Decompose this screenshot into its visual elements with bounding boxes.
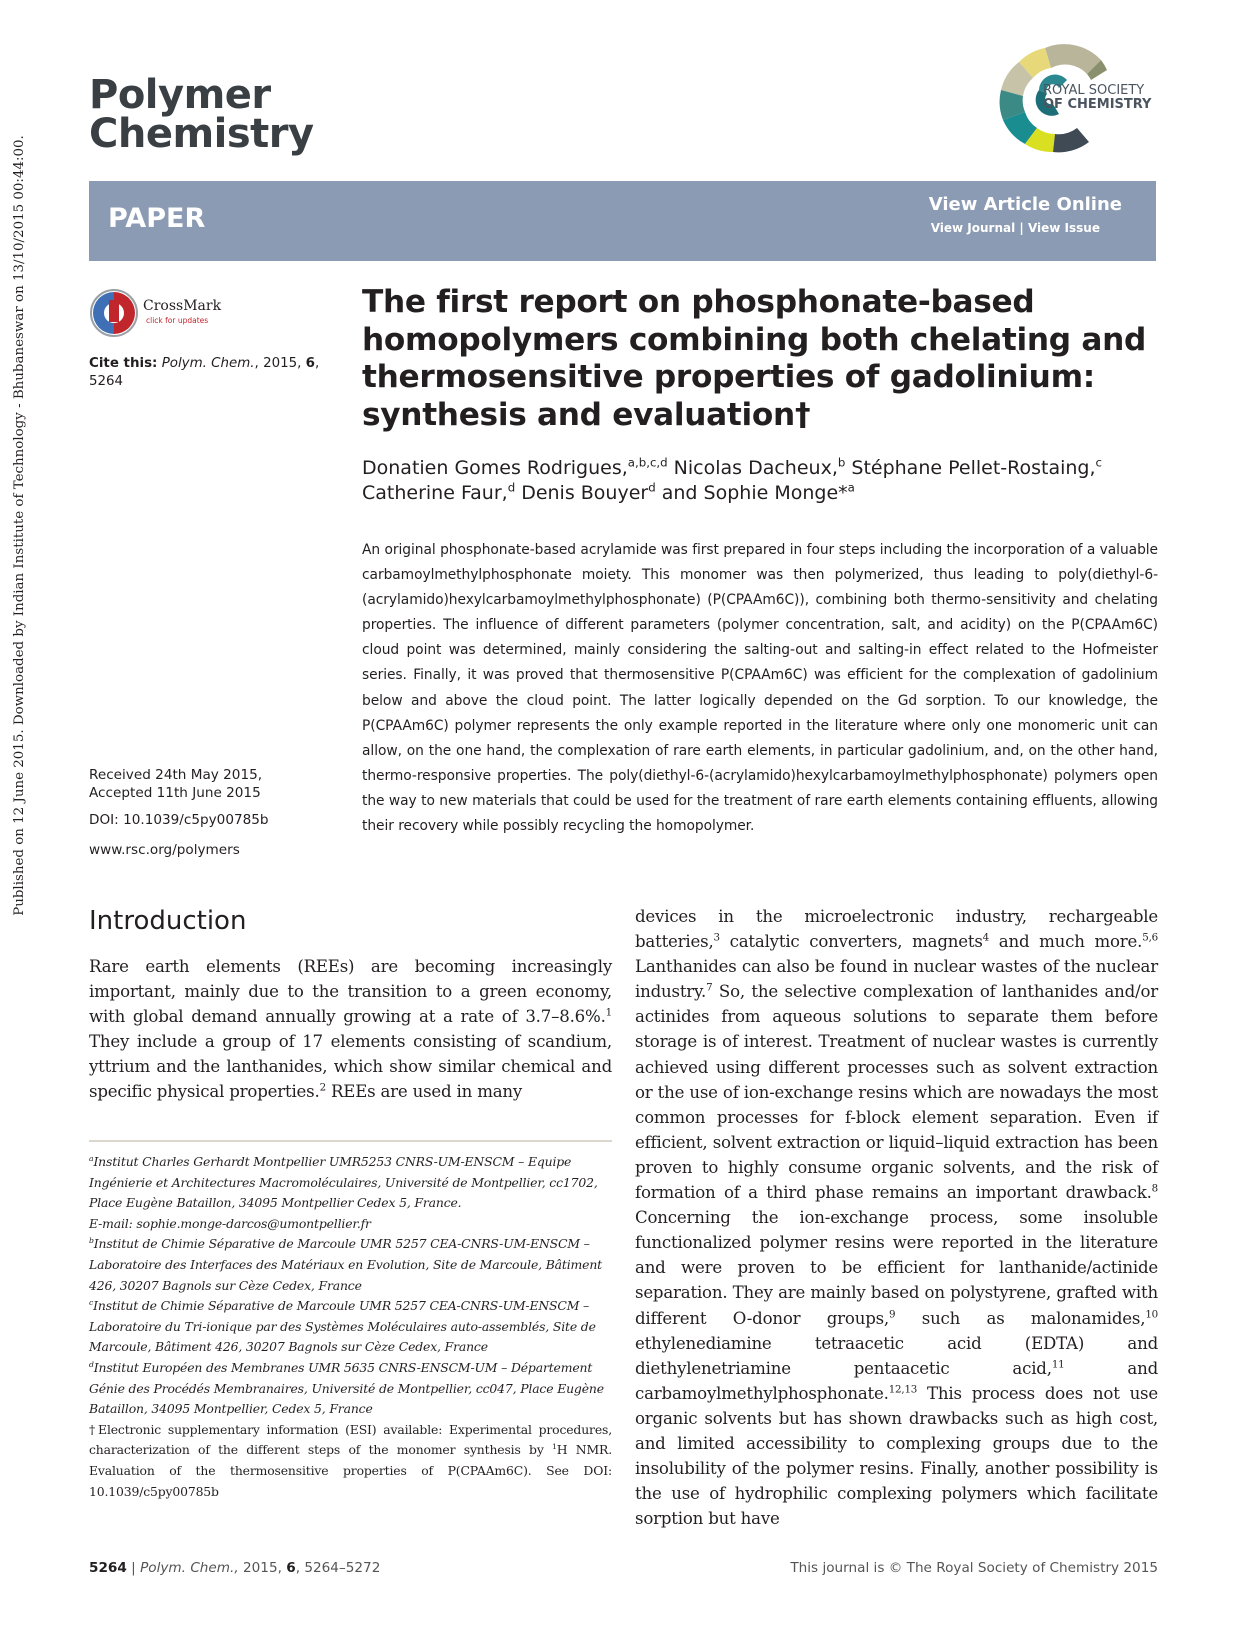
intro-right-text-7: such as malonamides, [895,1308,1146,1328]
ref-1[interactable]: 1 [605,1006,612,1019]
received-dates [89,766,329,802]
intro-right-text-10: This process does not use organic solvents but has shown drawbacks such as high cost, and limited accessibility to complexing groups due to the insolubility of the polymer resins. Finally, another possibility is the use of hydrophilic complexing polymers which facilitate sorption but have [635,1383,1158,1529]
article-doi[interactable]: DOI: 10.1039/c5py00785b [89,812,269,828]
footnote-a-email[interactable]: E-mail: sophie.monge-darcos@umontpellier.fr [89,1215,371,1231]
footer-journal: Polym. Chem., [140,1560,239,1576]
intro-right-text-2: catalytic converters, magnets [719,932,983,952]
introduction-heading: Introduction [89,906,247,936]
footnote-d-line-2: Génie des Procédés Membranaires, Université de Montpellier, cc047, Place Eugène [89,1380,604,1396]
ref-4[interactable]: 4 [982,931,990,944]
cite-this: Cite this: Polym. Chem., 2015, 6, 5264 [89,356,320,389]
footnote-d-line-1 [89,1358,612,1379]
ref-10[interactable]: 10 [1145,1307,1158,1320]
title-line-3: thermosensitive properties of gadolinium: [362,359,1095,395]
section-label: PAPER [108,203,206,234]
author-2-affiliation: b [837,455,846,470]
footnote-c-text-1: Institut de Chimie Séparative de Marcoule UMR 5257 CEA-CNRS-UM-ENSCM – [93,1298,590,1314]
article-banner [89,181,1156,261]
article-title [362,284,1152,434]
download-notice [6,30,32,1020]
footnote-b-line-2: Laboratoire des Interfaces des Matériaux en Evolution, Site de Marcoule, Bâtiment [89,1256,602,1272]
esi-text-1: †Electronic supplementary information (ESI) available: Experimental procedures, characterization of the different steps of the monomer synthesis by [89,1421,612,1458]
title-line-4: synthesis and evaluation† [362,396,811,433]
footnote-d-line-3: Bataillon, 34095 Montpellier, Cedex 5, France [89,1401,373,1417]
author-1: Donatien Gomes Rodrigues, [362,457,628,479]
ref-3[interactable]: 3 [713,931,720,944]
intro-right-text-9: and carbamoylmethylphosphonate. [635,1358,1158,1403]
introduction-left-column [89,954,612,1105]
footer-volume: 6 [286,1560,296,1576]
footer-pages: , 5264–5272 [295,1560,381,1576]
rsc-logo-text [1043,84,1151,112]
author-3: Stéphane Pellet-Rostaing, [845,457,1096,479]
journal-website-link[interactable]: www.rsc.org/polymers [89,842,240,858]
footnote-b-line-3: 426, 30207 Bagnols sur Cèze Cedex, France [89,1277,362,1293]
journal-title [89,72,314,157]
footer-year: 2015, [243,1560,282,1576]
footer-page-number: 5264 [89,1560,127,1576]
introduction-right-column [635,904,1158,1531]
page-footer-copyright: This journal is © The Royal Society of Chemistry 2015 [790,1560,1158,1576]
page-footer-citation [89,1560,380,1576]
footnote-d-mark: d [89,1359,94,1369]
cite-prefix: Cite this: [89,356,158,371]
author-5: Denis Bouyer [515,482,649,504]
author-5-affiliation: d [648,480,656,495]
author-3-affiliation: c [1095,455,1102,470]
view-issue-link[interactable]: View Issue [1027,221,1100,235]
cite-year: 2015, [263,356,302,371]
ref-11[interactable]: 11 [1051,1358,1065,1371]
ref-2[interactable]: 2 [319,1081,326,1094]
rsc-logo-line2: OF CHEMISTRY [1043,97,1152,112]
crossmark-sublabel[interactable]: click for updates [146,316,209,325]
footnote-a-mark: a [89,1153,94,1163]
footnote-c-line-3: Marcoule, Bâtiment 426, 30207 Bagnols sur Cèze Cedex, France [89,1339,488,1355]
footnote-a-line-1 [89,1152,612,1173]
view-journal-link[interactable]: View Journal [930,221,1016,235]
footnote-b-text-1: Institut de Chimie Séparative de Marcoule UMR 5257 CEA-CNRS-UM-ENSCM – [93,1236,590,1252]
footnote-c-line-1 [89,1296,612,1317]
view-article-online-link[interactable]: View Article Online [928,194,1122,215]
footnote-a-line-3: Place Eugène Bataillon, 34095 Montpellier Cedex 5, France. [89,1195,462,1211]
journal-title-line1: Polymer [89,72,271,118]
ref-5-6[interactable]: 5,6 [1142,931,1158,944]
intro-right-text-3: and much more. [989,932,1143,952]
intro-right-text-8: ethylenediamine tetraacetic acid (EDTA) and diethylenetriamine pentaacetic acid, [635,1333,1158,1378]
ref-7[interactable]: 7 [706,981,713,994]
footnote-b-mark: b [89,1236,94,1246]
download-notice-text: Published on 12 June 2015. Downloaded by Indian Institute of Technology - Bhubaneswar on 13/10/2015 00:44:00. [11,134,27,916]
intro-left-text-2: They include a group of 17 elements consisting of scandium, yttrium and the lanthanides, which show similar chemical and specific physical properties. [89,1032,612,1102]
author-6: and Sophie Monge* [655,482,848,504]
rsc-logo-line1: ROYAL SOCIETY [1043,83,1145,98]
footnote-b-line-1 [89,1234,612,1255]
footnote-a-text-1: Institut Charles Gerhardt Montpellier UMR5253 CNRS-UM-ENSCM – Equipe [93,1154,572,1169]
crossmark-label[interactable]: CrossMark [143,298,222,314]
accepted-date: Accepted 11th June 2015 [89,785,261,801]
author-4-affiliation: d [507,480,516,495]
title-line-2: homopolymers combining both chelating and [362,321,1147,358]
abstract: An original phosphonate-based acrylamide was first prepared in four steps including the incorporation of a valuable carbamoylmethylphosphonate moiety. This monomer was then polymerized, thus leading to poly(diethyl-6-(acrylamido)hexylcarbamoylmethylphosphonate) (P(CPAAm6C)), combining both thermo-sensitivity and chelating properties. The influence of different parameters (polymer concentration, salt, and acidity) on the P(CPAAm6C) cloud point was determined, mainly considering the salting-out and salting-in effect related to the Hofmeister series. Finally, it was proved that thermosensitive P(CPAAm6C) was efficient for the complexation of gadolinium below and above the cloud point. The latter logically depended on the Gd sorption. To our knowledge, the P(CPAAm6C) polymer represents the only example reported in the literature where only one monomeric unit can allow, on the one hand, the complexation of rare earth elements, in particular gadolinium, and, on the other hand, thermo-responsive properties. The poly(diethyl-6-(acrylamido)hexylcarbamoylmethylphosphonate) polymers open the way to new materials that could be used for the treatment of rare earth elements containing effluents, allowing their recovery while possibly recycling the homopolymer. [362,542,1158,835]
cite-journal: Polym. Chem. [161,356,255,371]
esi-text-2: H NMR. Evaluation of the thermosensitive properties of P(CPAAm6C). See DOI: 10.1039/c5py00785b [89,1442,612,1499]
intro-left-text-1: Rare earth elements (REEs) are becoming increasingly important, mainly due to the transition to a green economy, with global demand annually growing at a rate of 3.7–8.6%. [89,957,612,1027]
received-date: Received 24th May 2015, [89,767,263,783]
footnote-c-line-2: Laboratoire du Tri-ionique par des Systèmes Moléculaires auto-assemblés, Site de [89,1318,596,1334]
intro-right-text-1: devices in the microelectronic industry, rechargeable batteries, [635,907,1158,952]
affiliation-footnotes [89,1152,612,1502]
footer-separator: | [131,1560,136,1576]
footnote-d-text-1: Institut Européen des Membranes UMR 5635 CNRS-ENSCM-UM – Département [93,1359,593,1375]
author-2: Nicolas Dacheux, [667,457,838,479]
journal-title-line2: Chemistry [89,111,314,157]
ref-9[interactable]: 9 [889,1307,896,1320]
footnote-a-line-2: Ingénierie et Architectures Macromoléculaires, Université de Montpellier, cc1702, [89,1174,598,1190]
cite-volume: 6 [305,356,315,371]
esi-footnote [89,1420,612,1502]
banner-links-separator: | [1019,221,1024,235]
author-4: Catherine Faur, [362,482,508,504]
ref-8[interactable]: 8 [1151,1182,1158,1195]
author-list [362,456,1162,506]
author-6-affiliation: a [847,480,855,495]
author-1-affiliation: a,b,c,d [627,455,668,470]
footnote-c-mark: c [89,1298,94,1308]
intro-right-text-4: Lanthanides can also be found in nuclear wastes of the nuclear industry. [635,957,1158,1002]
esi-sup: 1 [552,1442,557,1452]
title-line-1: The first report on phosphonate-based [362,284,1035,320]
ref-12-13[interactable]: 12,13 [888,1383,918,1396]
intro-left-text-3: REEs are used in many [325,1082,523,1102]
intro-right-text-6: Concerning the ion-exchange process, some insoluble functionalized polymer resins were reported in the literature and were proven to be efficient for lanthanide/actinide separation. They are mainly based on polystyrene, grafted with different O-donor groups, [635,1208,1158,1328]
intro-right-text-5: So, the selective complexation of lanthanides and/or actinides from aqueous solutions to separate them before storage is of interest. Treatment of nuclear wastes is currently achieved using different processes such as solvent extraction or the use of ion-exchange resins which are nowadays the most common processes for f-block element separation. Even if efficient, solvent extraction or liquid–liquid extraction has been proven to highly consume organic solvents, and the risk of formation of a third phase remains an important drawback. [635,982,1158,1203]
cite-page: 5264 [89,374,124,389]
banner-links [931,221,1100,235]
footnote-divider [89,1140,612,1142]
